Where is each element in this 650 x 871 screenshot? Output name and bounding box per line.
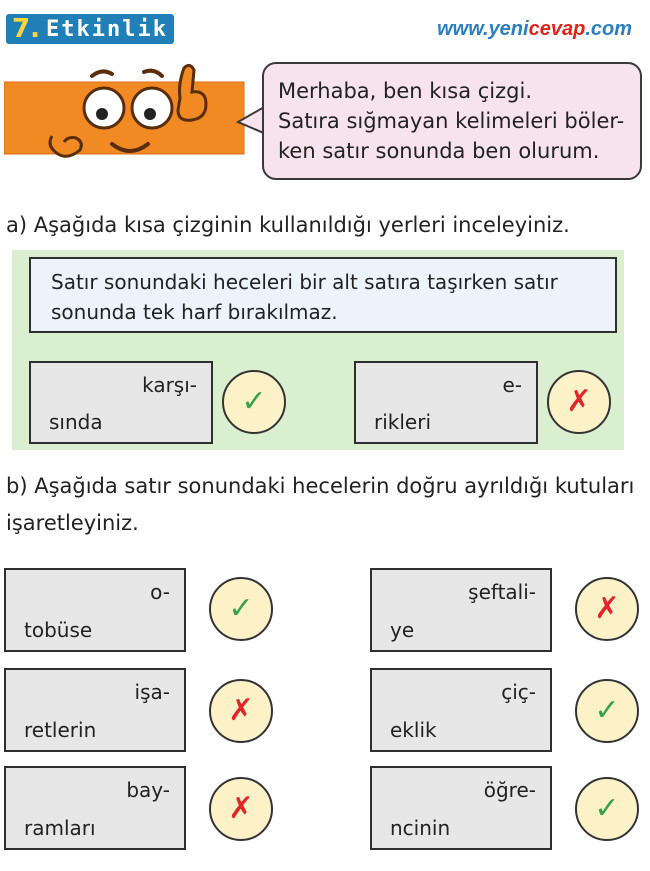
hyphen-mascot-illustration — [4, 58, 254, 168]
checkmark-icon[interactable]: ✓ — [209, 577, 273, 641]
bubble-line-2: Satıra sığmayan kelimeleri böler- — [278, 109, 625, 133]
rule-line-1: Satır sonundaki heceleri bir alt satıra taşırken satır — [51, 270, 558, 294]
word-top-part: çiç- — [501, 680, 536, 704]
word-bottom-part: rikleri — [374, 410, 432, 434]
checkmark-icon[interactable]: ✓ — [575, 679, 639, 743]
word-box — [4, 568, 186, 652]
cross-icon[interactable]: ✗ — [209, 679, 273, 743]
activity-badge — [6, 14, 174, 44]
word-top-part: e- — [502, 373, 522, 397]
word-bottom-part: ncinin — [390, 816, 451, 840]
word-bottom-part: retlerin — [24, 718, 97, 742]
cross-icon: ✗ — [547, 370, 611, 434]
rule-line-2: sonunda tek harf bırakılmaz. — [51, 300, 338, 324]
word-top-part: bay- — [126, 778, 170, 802]
section-b-heading-line-1: b) Aşağıda satır sonundaki hecelerin doğru ayrıldığı kutuları — [6, 474, 635, 498]
url-prefix: www.yeni — [437, 18, 529, 40]
word-bottom-part: sında — [49, 410, 103, 434]
word-bottom-part: ramları — [24, 816, 96, 840]
word-bottom-part: ye — [390, 618, 415, 642]
word-bottom-part: tobüse — [24, 618, 93, 642]
word-box — [4, 766, 186, 850]
checkmark-icon: ✓ — [222, 370, 286, 434]
checkmark-icon[interactable]: ✓ — [575, 777, 639, 841]
cross-icon[interactable]: ✗ — [575, 577, 639, 641]
rule-box — [29, 257, 617, 333]
word-top-part: o- — [150, 580, 170, 604]
site-url — [437, 18, 632, 41]
word-box — [370, 766, 552, 850]
word-top-part: işa- — [134, 680, 170, 704]
cross-icon[interactable]: ✗ — [209, 777, 273, 841]
word-top-part: şeftali- — [468, 580, 536, 604]
example-word-box-1 — [29, 361, 213, 444]
word-box — [370, 668, 552, 752]
example-word-box-2 — [354, 361, 538, 444]
word-top-part: öğre- — [483, 778, 536, 802]
word-box — [4, 668, 186, 752]
activity-label: Etkinlik — [46, 16, 168, 42]
section-b-heading-line-2: işaretleyiniz. — [6, 511, 139, 535]
word-top-part: karşı- — [142, 373, 197, 397]
section-a-heading: a) Aşağıda kısa çizginin kullanıldığı yerleri inceleyiniz. — [6, 213, 570, 237]
url-highlight: cevap — [528, 18, 586, 40]
bubble-line-3: ken satır sonunda ben olurum. — [278, 139, 600, 163]
speech-bubble — [262, 62, 642, 180]
url-suffix: .com — [585, 18, 632, 40]
bubble-line-1: Merhaba, ben kısa çizgi. — [278, 79, 532, 103]
activity-number: 7. — [12, 14, 40, 44]
word-box — [370, 568, 552, 652]
word-bottom-part: eklik — [390, 718, 437, 742]
